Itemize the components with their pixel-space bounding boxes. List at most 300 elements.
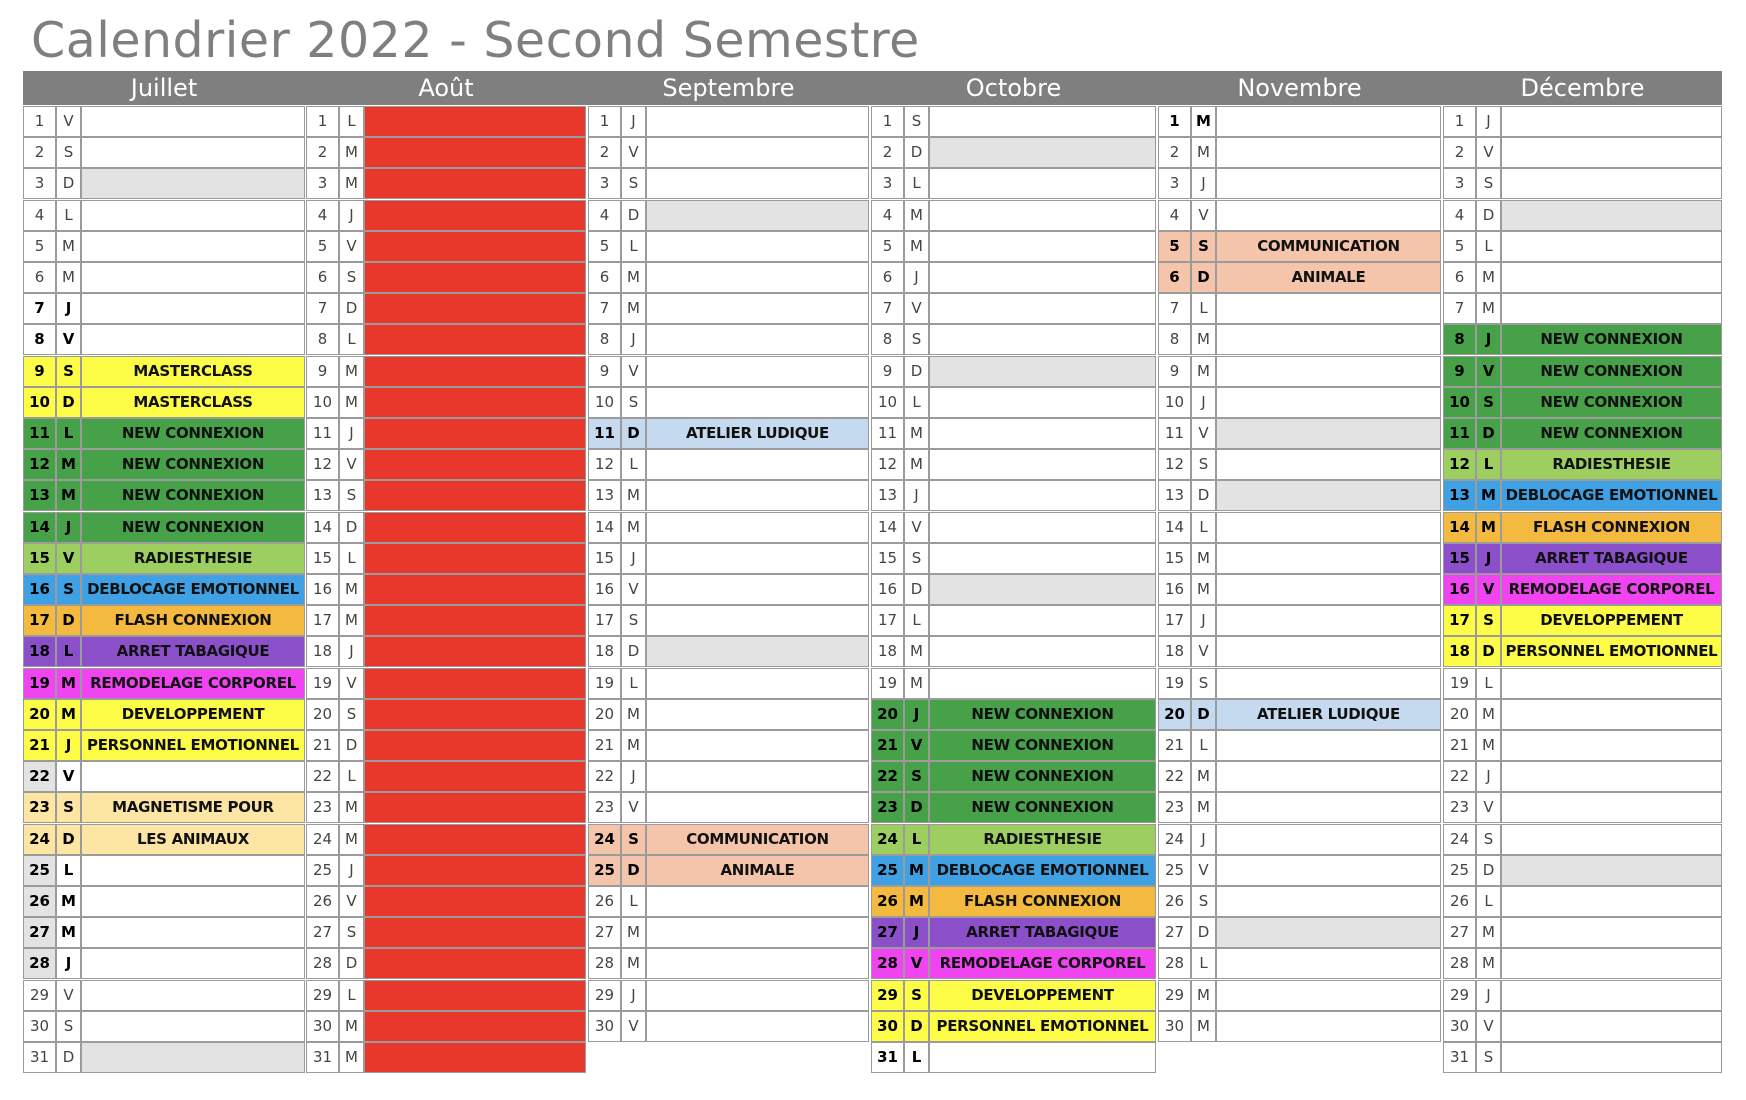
day-number: 9 [1443, 356, 1476, 387]
day-number: 4 [1443, 200, 1476, 231]
weekday-letter: V [621, 137, 646, 168]
weekday-letter: J [339, 636, 364, 667]
month-header-3: Septembre [662, 74, 795, 102]
closed-cell [364, 418, 586, 449]
closed-cell [364, 356, 586, 387]
day-number: 23 [306, 792, 339, 823]
weekday-letter: L [1476, 449, 1501, 480]
closed-cell [364, 200, 586, 231]
event-cell: PERSONNEL EMOTIONNEL [1501, 636, 1722, 667]
day-number: 23 [1158, 792, 1191, 823]
weekday-letter: M [621, 293, 646, 324]
weekday-letter: J [1191, 387, 1216, 418]
empty-event-cell [646, 387, 869, 418]
weekday-letter: D [621, 636, 646, 667]
weekday-letter: V [1476, 792, 1501, 823]
weekday-letter: S [56, 356, 81, 387]
weekday-letter: D [1191, 262, 1216, 293]
event-cell: REMODELAGE CORPOREL [929, 948, 1156, 979]
day-number: 14 [1158, 512, 1191, 543]
day-number: 17 [871, 605, 904, 636]
weekday-letter: J [1191, 824, 1216, 855]
day-number: 12 [1443, 449, 1476, 480]
empty-event-cell [81, 200, 305, 231]
empty-event-cell [81, 293, 305, 324]
event-cell: RADIESTHESIE [81, 543, 305, 574]
weekday-letter: J [904, 917, 929, 948]
empty-event-cell [1501, 824, 1722, 855]
weekday-letter: S [1476, 387, 1501, 418]
day-number: 14 [23, 512, 56, 543]
day-number: 31 [1443, 1042, 1476, 1073]
day-number: 13 [1443, 480, 1476, 511]
day-number: 13 [23, 480, 56, 511]
event-cell: REMODELAGE CORPOREL [81, 668, 305, 699]
weekday-letter: S [56, 792, 81, 823]
event-cell: COMMUNICATION [1216, 231, 1441, 262]
day-number: 20 [1443, 699, 1476, 730]
day-number: 10 [1158, 387, 1191, 418]
closed-cell [364, 761, 586, 792]
closed-cell [364, 324, 586, 355]
event-cell: NEW CONNEXION [81, 480, 305, 511]
weekday-letter: M [56, 231, 81, 262]
weekday-letter: D [904, 137, 929, 168]
weekday-letter: S [1476, 605, 1501, 636]
weekday-letter: D [339, 293, 364, 324]
day-number: 25 [871, 855, 904, 886]
day-number: 3 [1158, 168, 1191, 199]
empty-event-cell [1501, 231, 1722, 262]
day-number: 18 [1443, 636, 1476, 667]
day-number: 7 [23, 293, 56, 324]
weekday-letter: S [339, 480, 364, 511]
empty-event-cell [929, 387, 1156, 418]
day-number: 29 [588, 980, 621, 1011]
weekday-letter: M [904, 636, 929, 667]
day-number: 31 [306, 1042, 339, 1073]
weekday-letter: D [1476, 418, 1501, 449]
weekday-letter: L [904, 605, 929, 636]
event-cell: MASTERCLASS [81, 356, 305, 387]
event-cell: RADIESTHESIE [929, 824, 1156, 855]
event-cell: RADIESTHESIE [1501, 449, 1722, 480]
weekday-letter: V [1191, 855, 1216, 886]
closed-cell [364, 293, 586, 324]
day-number: 20 [1158, 699, 1191, 730]
weekday-letter: L [339, 761, 364, 792]
day-number: 24 [306, 824, 339, 855]
day-number: 22 [1443, 761, 1476, 792]
event-cell: ATELIER LUDIQUE [1216, 699, 1441, 730]
weekday-letter: M [1476, 293, 1501, 324]
empty-event-cell [646, 356, 869, 387]
empty-event-cell [1216, 356, 1441, 387]
weekday-letter: V [621, 574, 646, 605]
empty-event-cell [81, 761, 305, 792]
weekday-letter: M [339, 824, 364, 855]
weekday-letter: M [904, 418, 929, 449]
empty-event-cell [81, 106, 305, 137]
day-number: 1 [23, 106, 56, 137]
weekday-letter: M [339, 574, 364, 605]
empty-event-cell [929, 605, 1156, 636]
empty-event-cell [929, 262, 1156, 293]
weekday-letter: S [621, 387, 646, 418]
weekday-letter: L [621, 231, 646, 262]
day-number: 1 [871, 106, 904, 137]
day-number: 28 [23, 948, 56, 979]
day-number: 1 [588, 106, 621, 137]
empty-event-cell [81, 1042, 305, 1073]
closed-cell [364, 106, 586, 137]
month-header-4: Octobre [965, 74, 1062, 102]
day-number: 9 [871, 356, 904, 387]
empty-event-cell [81, 886, 305, 917]
empty-event-cell [1501, 106, 1722, 137]
closed-cell [364, 792, 586, 823]
weekday-letter: V [1476, 1011, 1501, 1042]
closed-cell [364, 480, 586, 511]
day-number: 9 [306, 356, 339, 387]
day-number: 5 [588, 231, 621, 262]
empty-event-cell [1216, 418, 1441, 449]
day-number: 10 [588, 387, 621, 418]
day-number: 11 [1158, 418, 1191, 449]
weekday-letter: M [621, 262, 646, 293]
weekday-letter: S [904, 980, 929, 1011]
day-number: 30 [306, 1011, 339, 1042]
day-number: 14 [306, 512, 339, 543]
day-number: 1 [1443, 106, 1476, 137]
weekday-letter: M [621, 917, 646, 948]
empty-event-cell [1216, 917, 1441, 948]
closed-cell [364, 824, 586, 855]
empty-event-cell [1216, 512, 1441, 543]
day-number: 14 [1443, 512, 1476, 543]
event-cell: NEW CONNEXION [929, 730, 1156, 761]
weekday-letter: D [1191, 699, 1216, 730]
day-number: 15 [23, 543, 56, 574]
weekday-letter: L [1191, 293, 1216, 324]
weekday-letter: S [1191, 886, 1216, 917]
empty-event-cell [1216, 761, 1441, 792]
empty-event-cell [929, 168, 1156, 199]
day-number: 12 [306, 449, 339, 480]
day-number: 29 [23, 980, 56, 1011]
weekday-letter: V [1191, 200, 1216, 231]
day-number: 23 [1443, 792, 1476, 823]
empty-event-cell [81, 948, 305, 979]
day-number: 6 [306, 262, 339, 293]
day-number: 15 [306, 543, 339, 574]
day-number: 15 [1443, 543, 1476, 574]
closed-cell [364, 1042, 586, 1073]
weekday-letter: V [621, 792, 646, 823]
empty-event-cell [646, 699, 869, 730]
weekday-letter: M [1191, 324, 1216, 355]
weekday-letter: D [56, 824, 81, 855]
empty-event-cell [1501, 137, 1722, 168]
day-number: 16 [1158, 574, 1191, 605]
day-number: 21 [23, 730, 56, 761]
day-number: 2 [871, 137, 904, 168]
month-header-5: Novembre [1237, 74, 1362, 102]
weekday-letter: S [904, 543, 929, 574]
empty-event-cell [646, 917, 869, 948]
day-number: 8 [871, 324, 904, 355]
empty-event-cell [646, 636, 869, 667]
event-cell: DEBLOCAGE EMOTIONNEL [1501, 480, 1722, 511]
weekday-letter: M [339, 168, 364, 199]
weekday-letter: D [1476, 855, 1501, 886]
day-number: 21 [1158, 730, 1191, 761]
closed-cell [364, 605, 586, 636]
day-number: 2 [306, 137, 339, 168]
weekday-letter: S [621, 605, 646, 636]
day-number: 1 [1158, 106, 1191, 137]
day-number: 28 [1158, 948, 1191, 979]
weekday-letter: J [904, 699, 929, 730]
weekday-letter: M [1476, 917, 1501, 948]
day-number: 9 [23, 356, 56, 387]
day-number: 13 [871, 480, 904, 511]
day-number: 8 [23, 324, 56, 355]
empty-event-cell [1501, 917, 1722, 948]
day-number: 16 [1443, 574, 1476, 605]
event-cell: NEW CONNEXION [1501, 387, 1722, 418]
weekday-letter: L [1191, 948, 1216, 979]
empty-event-cell [646, 792, 869, 823]
empty-event-cell [1216, 824, 1441, 855]
closed-cell [364, 886, 586, 917]
day-number: 7 [1158, 293, 1191, 324]
weekday-letter: V [1191, 418, 1216, 449]
weekday-letter: M [904, 668, 929, 699]
day-number: 8 [306, 324, 339, 355]
day-number: 23 [23, 792, 56, 823]
closed-cell [364, 699, 586, 730]
empty-event-cell [1216, 200, 1441, 231]
month-header-2: Août [418, 74, 474, 102]
empty-event-cell [646, 449, 869, 480]
empty-event-cell [1501, 886, 1722, 917]
empty-event-cell [1216, 1011, 1441, 1042]
weekday-letter: D [339, 512, 364, 543]
day-number: 24 [1158, 824, 1191, 855]
weekday-letter: J [904, 262, 929, 293]
closed-cell [364, 855, 586, 886]
empty-event-cell [929, 200, 1156, 231]
event-cell: DEVELOPPEMENT [81, 699, 305, 730]
day-number: 1 [306, 106, 339, 137]
day-number: 28 [1443, 948, 1476, 979]
day-number: 4 [1158, 200, 1191, 231]
weekday-letter: M [56, 917, 81, 948]
weekday-letter: J [339, 200, 364, 231]
day-number: 4 [588, 200, 621, 231]
day-number: 15 [1158, 543, 1191, 574]
weekday-letter: M [621, 730, 646, 761]
weekday-letter: D [339, 948, 364, 979]
empty-event-cell [646, 262, 869, 293]
event-cell: NEW CONNEXION [81, 418, 305, 449]
day-number: 25 [1158, 855, 1191, 886]
empty-event-cell [1501, 1011, 1722, 1042]
weekday-letter: J [1476, 324, 1501, 355]
weekday-letter: M [1191, 792, 1216, 823]
day-number: 26 [306, 886, 339, 917]
weekday-letter: J [56, 293, 81, 324]
empty-event-cell [81, 231, 305, 262]
day-number: 5 [1443, 231, 1476, 262]
weekday-letter: M [339, 792, 364, 823]
day-number: 17 [1158, 605, 1191, 636]
closed-cell [364, 636, 586, 667]
weekday-letter: J [621, 324, 646, 355]
empty-event-cell [929, 636, 1156, 667]
weekday-letter: D [56, 387, 81, 418]
empty-event-cell [646, 668, 869, 699]
day-number: 24 [588, 824, 621, 855]
weekday-letter: L [904, 387, 929, 418]
day-number: 27 [306, 917, 339, 948]
day-number: 7 [1443, 293, 1476, 324]
weekday-letter: M [339, 387, 364, 418]
weekday-letter: V [1476, 356, 1501, 387]
empty-event-cell [1501, 668, 1722, 699]
day-number: 3 [1443, 168, 1476, 199]
weekday-letter: D [904, 356, 929, 387]
empty-event-cell [1501, 699, 1722, 730]
empty-event-cell [646, 574, 869, 605]
day-number: 12 [871, 449, 904, 480]
event-cell: ANIMALE [646, 855, 869, 886]
day-number: 28 [871, 948, 904, 979]
weekday-letter: J [1476, 106, 1501, 137]
event-cell: DEVELOPPEMENT [929, 980, 1156, 1011]
day-number: 16 [871, 574, 904, 605]
day-number: 21 [871, 730, 904, 761]
weekday-letter: V [904, 730, 929, 761]
empty-event-cell [81, 917, 305, 948]
empty-event-cell [929, 512, 1156, 543]
day-number: 4 [871, 200, 904, 231]
weekday-letter: M [339, 137, 364, 168]
weekday-letter: S [339, 262, 364, 293]
empty-event-cell [929, 574, 1156, 605]
empty-event-cell [646, 948, 869, 979]
weekday-letter: L [1476, 668, 1501, 699]
weekday-letter: D [339, 730, 364, 761]
empty-event-cell [646, 137, 869, 168]
weekday-letter: J [621, 106, 646, 137]
weekday-letter: J [621, 761, 646, 792]
month-header-6: Décembre [1520, 74, 1645, 102]
empty-event-cell [1216, 668, 1441, 699]
empty-event-cell [1216, 543, 1441, 574]
day-number: 16 [23, 574, 56, 605]
empty-event-cell [646, 543, 869, 574]
day-number: 18 [871, 636, 904, 667]
weekday-letter: J [56, 730, 81, 761]
weekday-letter: M [1476, 480, 1501, 511]
day-number: 12 [588, 449, 621, 480]
day-number: 24 [1443, 824, 1476, 855]
event-cell: ARRET TABAGIQUE [929, 917, 1156, 948]
day-number: 27 [1443, 917, 1476, 948]
day-number: 21 [306, 730, 339, 761]
weekday-letter: J [621, 543, 646, 574]
day-number: 13 [588, 480, 621, 511]
empty-event-cell [646, 761, 869, 792]
day-number: 20 [306, 699, 339, 730]
weekday-letter: J [1191, 605, 1216, 636]
weekday-letter: M [56, 699, 81, 730]
closed-cell [364, 668, 586, 699]
day-number: 17 [1443, 605, 1476, 636]
day-number: 31 [23, 1042, 56, 1073]
weekday-letter: D [621, 418, 646, 449]
closed-cell [364, 980, 586, 1011]
weekday-letter: M [1476, 262, 1501, 293]
day-number: 22 [23, 761, 56, 792]
weekday-letter: L [904, 824, 929, 855]
day-number: 30 [23, 1011, 56, 1042]
event-cell: REMODELAGE CORPOREL [1501, 574, 1722, 605]
event-cell: DEBLOCAGE EMOTIONNEL [81, 574, 305, 605]
empty-event-cell [646, 293, 869, 324]
day-number: 10 [1443, 387, 1476, 418]
day-number: 27 [588, 917, 621, 948]
day-number: 4 [23, 200, 56, 231]
day-number: 6 [23, 262, 56, 293]
weekday-letter: D [56, 1042, 81, 1073]
closed-cell [364, 137, 586, 168]
event-cell: ATELIER LUDIQUE [646, 418, 869, 449]
day-number: 25 [306, 855, 339, 886]
day-number: 8 [588, 324, 621, 355]
weekday-letter: V [56, 980, 81, 1011]
weekday-letter: D [56, 168, 81, 199]
day-number: 5 [306, 231, 339, 262]
empty-event-cell [929, 231, 1156, 262]
weekday-letter: M [1191, 106, 1216, 137]
empty-event-cell [646, 605, 869, 636]
event-cell: PERSONNEL EMOTIONNEL [81, 730, 305, 761]
weekday-letter: S [56, 574, 81, 605]
closed-cell [364, 387, 586, 418]
closed-cell [364, 730, 586, 761]
weekday-letter: V [1476, 574, 1501, 605]
weekday-letter: D [904, 792, 929, 823]
weekday-letter: L [339, 324, 364, 355]
day-number: 29 [1158, 980, 1191, 1011]
weekday-letter: J [904, 480, 929, 511]
weekday-letter: L [56, 636, 81, 667]
day-number: 29 [871, 980, 904, 1011]
weekday-letter: S [904, 324, 929, 355]
weekday-letter: V [1191, 636, 1216, 667]
weekday-letter: M [56, 668, 81, 699]
weekday-letter: S [1191, 668, 1216, 699]
weekday-letter: J [1476, 761, 1501, 792]
day-number: 9 [588, 356, 621, 387]
day-number: 2 [1158, 137, 1191, 168]
weekday-letter: M [339, 1042, 364, 1073]
day-number: 30 [871, 1011, 904, 1042]
weekday-letter: D [1476, 200, 1501, 231]
